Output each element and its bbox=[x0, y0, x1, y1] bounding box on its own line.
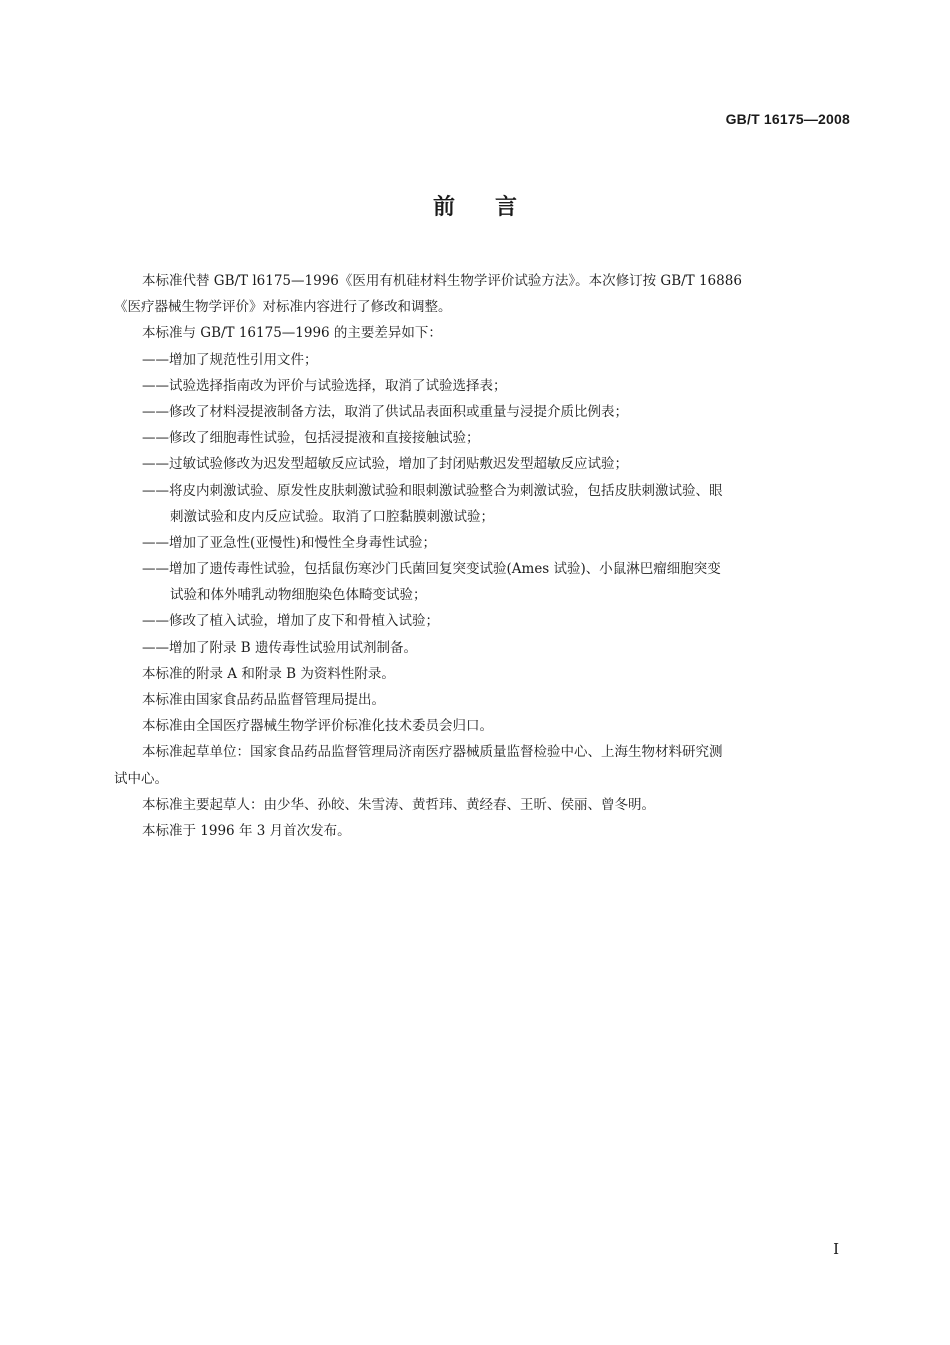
list-item: ——试验选择指南改为评价与试验选择，取消了试验选择表； bbox=[142, 377, 507, 394]
paragraph-centralized-by: 本标准由全国医疗器械生物学评价标准化技术委员会归口。 bbox=[142, 718, 493, 735]
list-item-genotoxicity-line-1: ——增加了遗传毒性试验，包括鼠伤寒沙门氏菌回复突变试验(Ames 试验)、小鼠淋巴瘤细胞突变 bbox=[142, 561, 721, 578]
list-item: ——修改了细胞毒性试验，包括浸提液和直接接触试验； bbox=[142, 430, 480, 447]
paragraph-supersedes-line-2: 《医疗器械生物学评价》对标准内容进行了修改和调整。 bbox=[114, 299, 452, 316]
paragraph-supersedes-line-1: 本标准代替 GB/T l6175—1996《医用有机硅材料生物学评价试验方法》。本次修订按 GB/T 16886 bbox=[142, 273, 742, 289]
paragraph-first-issue: 本标准于 1996 年 3 月首次发布。 bbox=[142, 822, 351, 839]
paragraph-drafting-units-line-2: 试中心。 bbox=[114, 770, 168, 787]
page-title: 前言 bbox=[432, 195, 557, 220]
paragraph-drafters: 本标准主要起草人：由少华、孙皎、朱雪涛、黄哲玮、黄经春、王昕、侯丽、曾冬明。 bbox=[142, 796, 655, 813]
paragraph-drafting-units-line-1: 本标准起草单位：国家食品药品监督管理局济南医疗器械质量监督检验中心、上海生物材料研究测 bbox=[142, 744, 723, 761]
paragraph-proposed-by: 本标准由国家食品药品监督管理局提出。 bbox=[142, 692, 385, 708]
page-number: I bbox=[833, 1240, 839, 1258]
list-item: ——增加了附录 B 遗传毒性试验用试剂制备。 bbox=[142, 639, 418, 656]
list-item: ——增加了亚急性(亚慢性)和慢性全身毒性试验； bbox=[142, 534, 437, 551]
list-item-irritation-line-2: 刺激试验和皮内反应试验。取消了口腔黏膜刺激试验； bbox=[170, 508, 494, 525]
list-item-genotoxicity-line-2: 试验和体外哺乳动物细胞染色体畸变试验； bbox=[170, 587, 427, 604]
standard-number: GB/T 16175—2008 bbox=[725, 111, 850, 127]
foreword-body bbox=[114, 268, 854, 844]
list-item: ——增加了规范性引用文件； bbox=[142, 351, 318, 368]
paragraph-differences-intro: 本标准与 GB/T 16175—1996 的主要差异如下： bbox=[142, 325, 442, 342]
paragraph-appendix: 本标准的附录 A 和附录 B 为资料性附录。 bbox=[142, 665, 395, 682]
list-item: ——过敏试验修改为迟发型超敏反应试验，增加了封闭贴敷迟发型超敏反应试验； bbox=[142, 456, 628, 473]
list-item-irritation-line-1: ——将皮内刺激试验、原发性皮肤刺激试验和眼刺激试验整合为刺激试验，包括皮肤刺激试验、眼 bbox=[142, 482, 723, 499]
list-item: ——修改了植入试验，增加了皮下和骨植入试验； bbox=[142, 613, 439, 630]
list-item: ——修改了材料浸提液制备方法，取消了供试品表面积或重量与浸提介质比例表； bbox=[142, 403, 628, 420]
